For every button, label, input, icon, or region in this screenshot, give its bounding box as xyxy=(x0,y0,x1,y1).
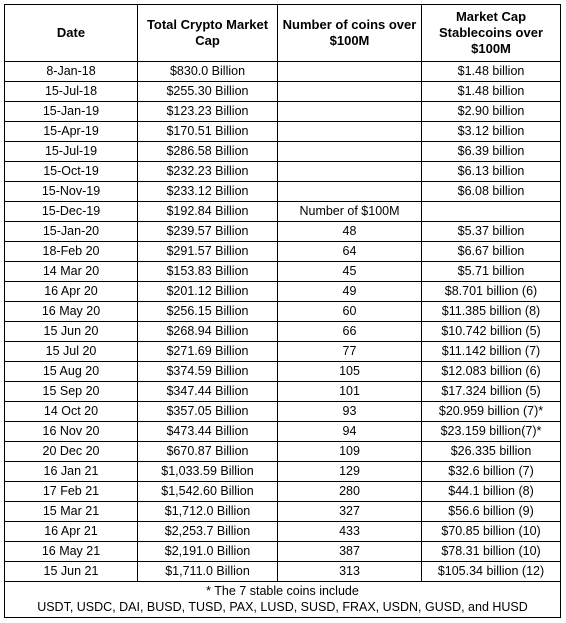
date-cell: 15-Oct-19 xyxy=(5,162,138,182)
total-market-cap-cell: $123.23 Billion xyxy=(138,102,278,122)
stablecoin-cap-cell: $26.335 billion xyxy=(422,442,561,462)
total-market-cap-cell: $239.57 Billion xyxy=(138,222,278,242)
total-market-cap-cell: $1,711.0 Billion xyxy=(138,562,278,582)
coins-count-cell: 60 xyxy=(278,302,422,322)
coins-count-cell xyxy=(278,182,422,202)
date-cell: 15-Jul-19 xyxy=(5,142,138,162)
header-coins-over-100m: Number of coins over $100M xyxy=(278,5,422,62)
total-market-cap-cell: $256.15 Billion xyxy=(138,302,278,322)
stablecoin-cap-cell: $17.324 billion (5) xyxy=(422,382,561,402)
header-row xyxy=(5,5,561,62)
table-row xyxy=(5,202,561,222)
table-row xyxy=(5,462,561,482)
total-market-cap-cell: $232.23 Billion xyxy=(138,162,278,182)
coins-count-cell: 77 xyxy=(278,342,422,362)
coins-count-cell: 49 xyxy=(278,282,422,302)
coins-count-cell xyxy=(278,122,422,142)
table-row xyxy=(5,422,561,442)
crypto-market-table-container xyxy=(4,4,561,618)
table-row xyxy=(5,262,561,282)
stablecoin-cap-cell: $12.083 billion (6) xyxy=(422,362,561,382)
date-cell: 16 May 21 xyxy=(5,542,138,562)
table-row xyxy=(5,322,561,342)
table-row xyxy=(5,242,561,262)
stablecoin-cap-cell: $105.34 billion (12) xyxy=(422,562,561,582)
coins-count-cell xyxy=(278,102,422,122)
stablecoin-cap-cell: $6.08 billion xyxy=(422,182,561,202)
date-cell: 15-Nov-19 xyxy=(5,182,138,202)
date-cell: 15-Apr-19 xyxy=(5,122,138,142)
stablecoin-cap-cell: $2.90 billion xyxy=(422,102,561,122)
coins-count-cell: 433 xyxy=(278,522,422,542)
coins-count-cell xyxy=(278,82,422,102)
stablecoin-cap-cell: $32.6 billion (7) xyxy=(422,462,561,482)
date-cell: 15 Jul 20 xyxy=(5,342,138,362)
coins-count-cell: 64 xyxy=(278,242,422,262)
footnote-line-1: * The 7 stable coins include xyxy=(206,584,359,598)
total-market-cap-cell: $2,191.0 Billion xyxy=(138,542,278,562)
footnote-row xyxy=(5,582,561,618)
coins-count-cell: 66 xyxy=(278,322,422,342)
stablecoin-cap-cell: $6.39 billion xyxy=(422,142,561,162)
table-row xyxy=(5,402,561,422)
table-row xyxy=(5,82,561,102)
date-cell: 15 Sep 20 xyxy=(5,382,138,402)
coins-count-cell: 93 xyxy=(278,402,422,422)
stablecoin-cap-cell: $11.385 billion (8) xyxy=(422,302,561,322)
stablecoin-cap-cell: $78.31 billion (10) xyxy=(422,542,561,562)
coins-count-cell xyxy=(278,62,422,82)
table-row xyxy=(5,502,561,522)
date-cell: 15-Jan-20 xyxy=(5,222,138,242)
total-market-cap-cell: $233.12 Billion xyxy=(138,182,278,202)
header-date: Date xyxy=(5,5,138,62)
date-cell: 20 Dec 20 xyxy=(5,442,138,462)
date-cell: 16 Apr 21 xyxy=(5,522,138,542)
table-row xyxy=(5,122,561,142)
table-row xyxy=(5,342,561,362)
total-market-cap-cell: $830.0 Billion xyxy=(138,62,278,82)
coins-count-cell: 387 xyxy=(278,542,422,562)
coins-count-cell: 280 xyxy=(278,482,422,502)
coins-count-cell: 327 xyxy=(278,502,422,522)
coins-count-cell: 101 xyxy=(278,382,422,402)
header-stablecoin-market-cap: Market Cap Stablecoins over $100M xyxy=(422,5,561,62)
table-row xyxy=(5,222,561,242)
stablecoin-cap-cell: $6.67 billion xyxy=(422,242,561,262)
total-market-cap-cell: $286.58 Billion xyxy=(138,142,278,162)
total-market-cap-cell: $271.69 Billion xyxy=(138,342,278,362)
total-market-cap-cell: $374.59 Billion xyxy=(138,362,278,382)
total-market-cap-cell: $153.83 Billion xyxy=(138,262,278,282)
coins-count-cell: 313 xyxy=(278,562,422,582)
total-market-cap-cell: $170.51 Billion xyxy=(138,122,278,142)
total-market-cap-cell: $255.30 Billion xyxy=(138,82,278,102)
date-cell: 15-Jul-18 xyxy=(5,82,138,102)
coins-count-cell: 94 xyxy=(278,422,422,442)
date-cell: 18-Feb 20 xyxy=(5,242,138,262)
stablecoin-cap-cell: $44.1 billion (8) xyxy=(422,482,561,502)
coins-count-cell: 129 xyxy=(278,462,422,482)
date-cell: 8-Jan-18 xyxy=(5,62,138,82)
table-row xyxy=(5,162,561,182)
date-cell: 16 Jan 21 xyxy=(5,462,138,482)
date-cell: 14 Mar 20 xyxy=(5,262,138,282)
coins-count-cell xyxy=(278,162,422,182)
table-row xyxy=(5,182,561,202)
table-row xyxy=(5,442,561,462)
stablecoin-cap-cell: $5.37 billion xyxy=(422,222,561,242)
date-cell: 15 Jun 21 xyxy=(5,562,138,582)
date-cell: 16 May 20 xyxy=(5,302,138,322)
footnote-cell xyxy=(5,582,561,618)
table-row xyxy=(5,522,561,542)
header-total-market-cap: Total Crypto Market Cap xyxy=(138,5,278,62)
coins-count-cell xyxy=(278,142,422,162)
total-market-cap-cell: $670.87 Billion xyxy=(138,442,278,462)
footnote-line-2: USDT, USDC, DAI, BUSD, TUSD, PAX, LUSD, SUSD, FRAX, USDN, GUSD, and HUSD xyxy=(37,600,528,614)
stablecoin-cap-cell: $1.48 billion xyxy=(422,62,561,82)
stablecoin-cap-cell: $20.959 billion (7)* xyxy=(422,402,561,422)
table-row xyxy=(5,562,561,582)
stablecoin-cap-cell: $1.48 billion xyxy=(422,82,561,102)
total-market-cap-cell: $192.84 Billion xyxy=(138,202,278,222)
date-cell: 15 Jun 20 xyxy=(5,322,138,342)
table-row xyxy=(5,302,561,322)
stablecoin-cap-cell: $10.742 billion (5) xyxy=(422,322,561,342)
coins-count-cell: 105 xyxy=(278,362,422,382)
table-header xyxy=(5,5,561,62)
date-cell: 17 Feb 21 xyxy=(5,482,138,502)
total-market-cap-cell: $201.12 Billion xyxy=(138,282,278,302)
total-market-cap-cell: $473.44 Billion xyxy=(138,422,278,442)
table-row xyxy=(5,62,561,82)
total-market-cap-cell: $357.05 Billion xyxy=(138,402,278,422)
table-row xyxy=(5,362,561,382)
table-body xyxy=(5,62,561,582)
date-cell: 16 Apr 20 xyxy=(5,282,138,302)
total-market-cap-cell: $1,712.0 Billion xyxy=(138,502,278,522)
date-cell: 15-Jan-19 xyxy=(5,102,138,122)
date-cell: 16 Nov 20 xyxy=(5,422,138,442)
total-market-cap-cell: $347.44 Billion xyxy=(138,382,278,402)
stablecoin-cap-cell: $3.12 billion xyxy=(422,122,561,142)
coins-count-cell: 45 xyxy=(278,262,422,282)
date-cell: 15 Mar 21 xyxy=(5,502,138,522)
stablecoin-cap-cell: $11.142 billion (7) xyxy=(422,342,561,362)
date-cell: 14 Oct 20 xyxy=(5,402,138,422)
total-market-cap-cell: $268.94 Billion xyxy=(138,322,278,342)
total-market-cap-cell: $1,033.59 Billion xyxy=(138,462,278,482)
table-row xyxy=(5,282,561,302)
coins-count-cell: 109 xyxy=(278,442,422,462)
table-row xyxy=(5,542,561,562)
table-row xyxy=(5,142,561,162)
table-row xyxy=(5,482,561,502)
stablecoin-cap-cell: $6.13 billion xyxy=(422,162,561,182)
total-market-cap-cell: $1,542.60 Billion xyxy=(138,482,278,502)
stablecoin-cap-cell: $56.6 billion (9) xyxy=(422,502,561,522)
total-market-cap-cell: $2,253.7 Billion xyxy=(138,522,278,542)
stablecoin-cap-cell xyxy=(422,202,561,222)
coins-count-cell: Number of $100M xyxy=(278,202,422,222)
stablecoin-cap-cell: $70.85 billion (10) xyxy=(422,522,561,542)
table-row xyxy=(5,102,561,122)
crypto-market-table xyxy=(4,4,561,618)
total-market-cap-cell: $291.57 Billion xyxy=(138,242,278,262)
table-footer xyxy=(5,582,561,618)
date-cell: 15 Aug 20 xyxy=(5,362,138,382)
coins-count-cell: 48 xyxy=(278,222,422,242)
date-cell: 15-Dec-19 xyxy=(5,202,138,222)
stablecoin-cap-cell: $23.159 billion(7)* xyxy=(422,422,561,442)
stablecoin-cap-cell: $5.71 billion xyxy=(422,262,561,282)
table-row xyxy=(5,382,561,402)
stablecoin-cap-cell: $8.701 billion (6) xyxy=(422,282,561,302)
